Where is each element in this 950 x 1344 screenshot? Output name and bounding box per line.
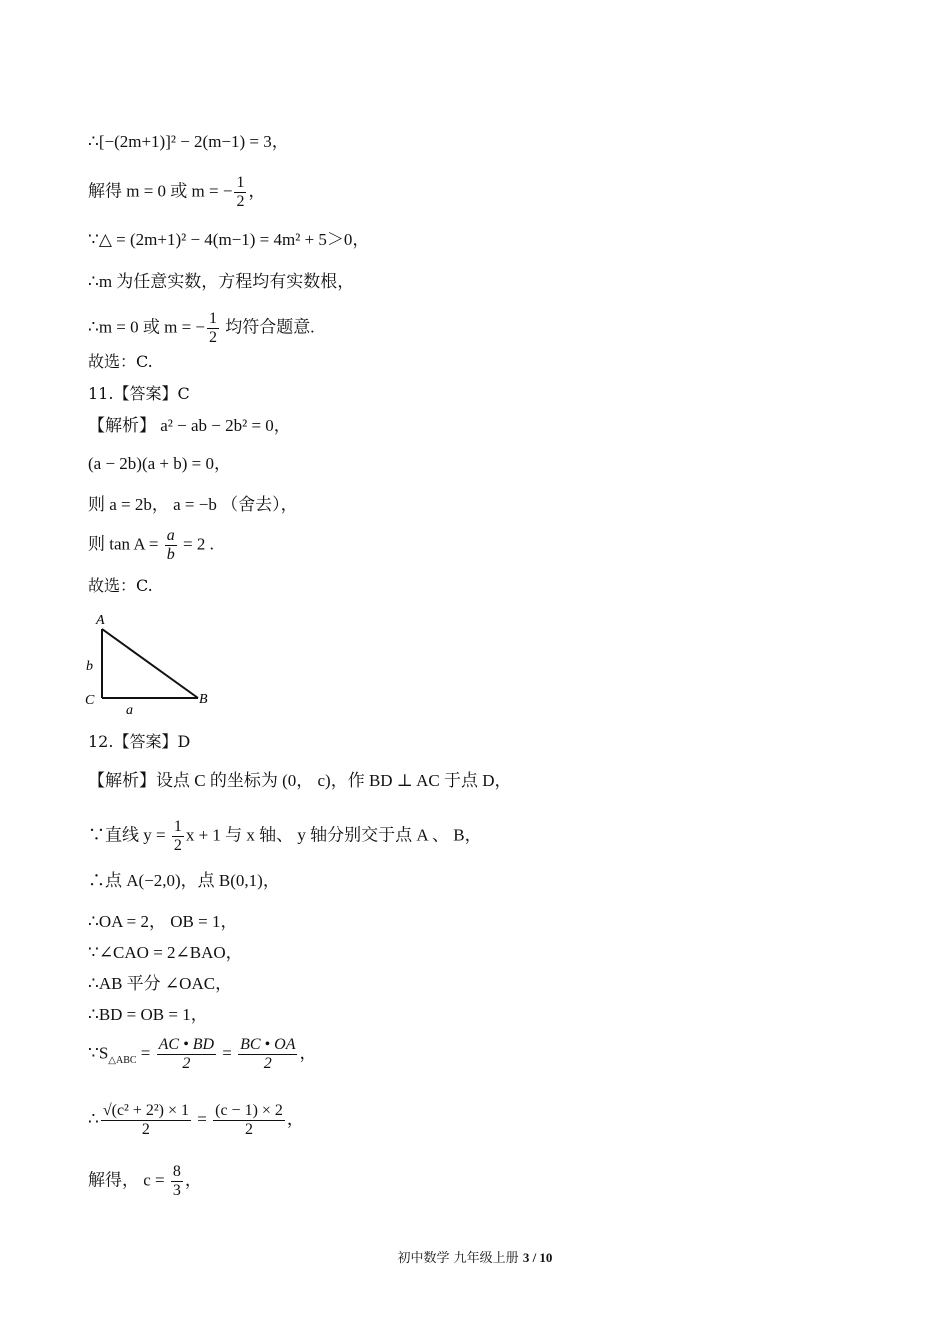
numerator: 1 [209,310,218,327]
q12-line-j-tail: ， [184,1170,202,1190]
q12-line-h [88,1036,316,1073]
q12-line-e: ∵∠CAO = 2∠BAO， [88,943,243,962]
numerator: a [166,527,175,544]
line-2-tail: ， [248,181,266,201]
fraction [171,1163,183,1200]
label-a-vertex: A [96,613,105,628]
q12-line-b [88,818,482,855]
q12-line-d: ∴OA = 2， OB = 1， [88,912,238,931]
numerator-1: √(c² + 2²) × 1 [102,1102,190,1119]
hypotenuse [102,629,198,698]
q12-line-j-text: 解得， c = [88,1170,169,1190]
fraction-2 [213,1102,285,1139]
fraction [207,310,219,347]
numerator-2: (c − 1) × 2 [215,1102,283,1119]
line-3: ∵△ = (2m+1)² − 4(m−1) = 4m² + 5＞0， [88,230,370,249]
fraction [234,174,246,211]
q11-line-e: 故选：C. [88,576,153,595]
q11-answer: 11.【答案】C [88,384,190,403]
fraction [165,527,177,564]
denominator: 2 [173,837,182,854]
line-5-tail: 均符合题意. [221,317,315,337]
numerator: 1 [173,818,182,835]
denominator: b [166,546,175,563]
denominator-1: 2 [141,1121,150,1138]
denominator-1: 2 [182,1055,191,1072]
denominator: 2 [236,193,245,210]
q12-line-i [88,1102,304,1139]
denominator: 2 [209,329,218,346]
label-b-vertex: B [199,692,208,707]
label-side-a: a [126,703,133,718]
q12-line-b-text: ∵直线 y = [88,825,170,845]
q12-line-j [88,1163,202,1200]
line-5 [88,310,315,347]
q12-line-h-tail: ， [299,1043,317,1063]
page-footer [0,1247,950,1266]
q12-line-i-tail: ， [286,1109,304,1129]
q12-analysis: 【解析】设点 C 的坐标为 (0， c)，作 BD ⊥ AC 于点 D， [88,771,512,790]
q12-line-g: ∴BD = OB = 1， [88,1005,208,1024]
q11-line-d [88,527,214,564]
q12-line-i-text: ∴ [88,1109,99,1129]
q11-analysis: 【解析】 a² − ab − 2b² = 0， [88,416,291,435]
fraction-1 [101,1102,191,1139]
numerator-1: AC • BD [158,1036,215,1053]
line-2 [88,174,265,211]
q11-line-c: 则 a = 2b， a = −b （舍去）， [88,495,298,514]
label-c-vertex: C [85,693,95,708]
line-4: ∴m 为任意实数，方程均有实数根， [88,272,355,291]
q12-line-b-tail: x + 1 与 x 轴、 y 轴分别交于点 A 、 B， [185,825,482,845]
page-number: 3 / 10 [522,1250,553,1265]
equals: = [136,1043,155,1063]
label-side-b: b [86,659,93,674]
line-6: 故选：C. [88,352,153,371]
denominator-2: 2 [263,1055,272,1072]
fraction-2 [238,1036,297,1073]
numerator: 8 [172,1163,181,1180]
numerator-2: BC • OA [240,1036,296,1053]
q12-line-c: ∴点 A(−2,0)，点 B(0,1)， [88,871,280,890]
fraction-1 [157,1036,216,1073]
q11-line-d-text: 则 tan A = [88,534,163,554]
footer-text: 初中数学 九年级上册 [397,1251,523,1266]
equals: = [193,1109,212,1129]
fraction [172,818,184,855]
line-2-text: 解得 m = 0 或 m = − [88,181,233,201]
triangle-figure [82,612,222,720]
q12-line-f: ∴AB 平分 ∠OAC， [88,974,233,993]
q12-answer: 12.【答案】D [88,732,191,751]
line-5-text: ∴m = 0 或 m = − [88,317,206,337]
line-1: ∴[−(2m+1)]² − 2(m−1) = 3， [88,132,289,151]
denominator: 3 [172,1182,181,1199]
q11-line-d-tail: = 2 . [178,534,214,554]
numerator: 1 [236,174,245,191]
q12-line-h-text: ∵S [88,1043,109,1063]
subscript: △ABC [108,1054,137,1066]
q11-line-b: (a − 2b)(a + b) = 0， [88,454,231,473]
equals-2: = [218,1043,237,1063]
denominator-2: 2 [245,1121,254,1138]
